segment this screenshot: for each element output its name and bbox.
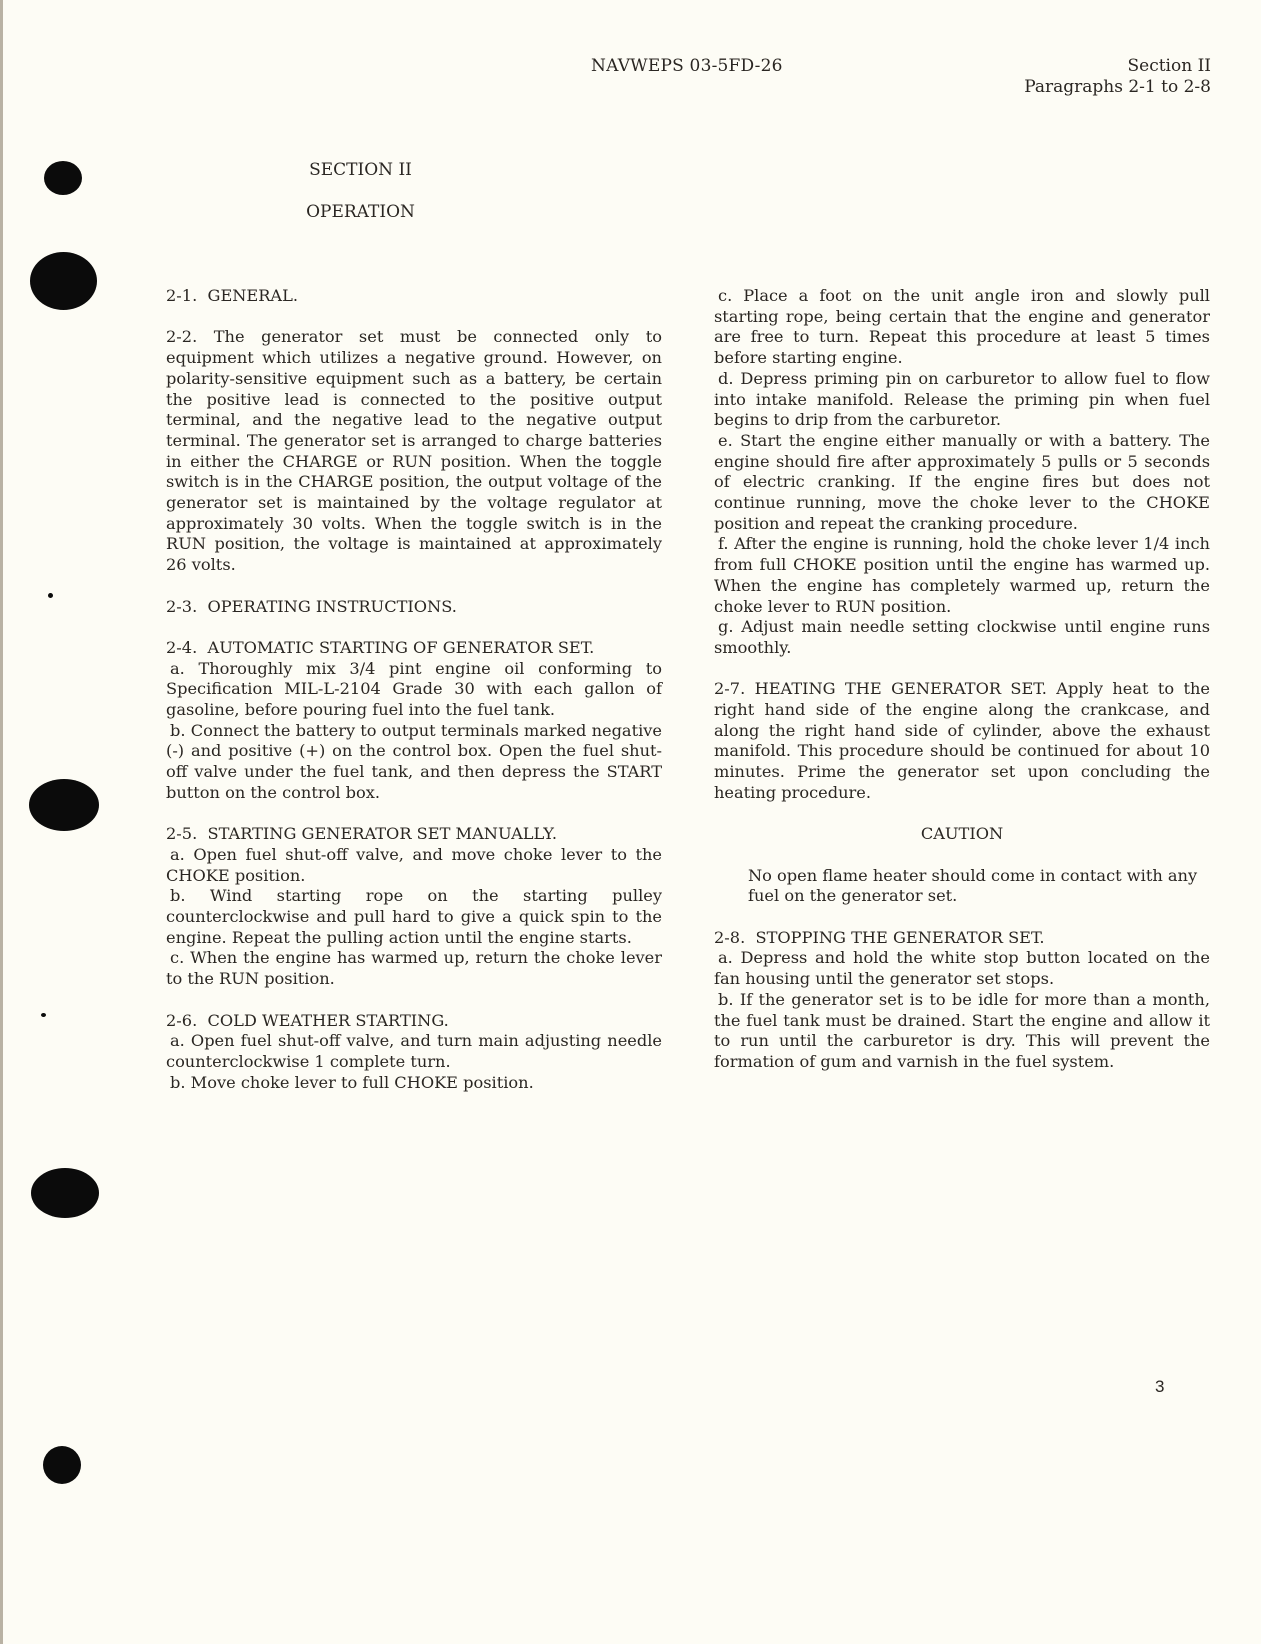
step-2-8-b: b. If the generator set is to be idle for more than a month, the fuel tank must be drained. Start the engine and allow it to run until the carburetor is dry. This will prevent the formation of gum and varnish in the fuel system. [714,989,1210,1071]
step-2-5-c: c. When the engine has warmed up, return the choke lever to the RUN position. [166,948,662,989]
paragraph-2-4-heading: 2-4. AUTOMATIC STARTING OF GENERATOR SET. [166,637,595,657]
step-2-6-d: d. Depress priming pin on carburetor to allow fuel to flow into intake manifold. Release the priming pin when fuel begins to drip from the carburetor. [714,368,1210,430]
step-2-4-a: a. Thoroughly mix 3/4 pint engine oil conforming to Specification MIL-L-2104 Grade 30 with each gallon of gasoline, before pouring fuel into the fuel tank. [166,658,662,720]
section-subject: OPERATION [306,202,415,222]
step-2-6-f: f. After the engine is running, hold the choke lever 1/4 inch from full CHOKE position until the engine has warmed up. When the engine has completely warmed up, return the choke lever to RUN position. [714,534,1210,616]
right-column [714,286,1210,1073]
page-number: 3 [1155,1377,1165,1396]
paragraph-2-7: 2-7. HEATING THE GENERATOR SET. Apply heat to the right hand side of the engine along the crankcase, and along the right hand side of cylinder, above the exhaust manifold. This procedure should be continued for about 10 minutes. Prime the generator set upon concluding the heating procedure. [714,679,1210,802]
binder-hole [43,1446,81,1484]
paragraph-range: Paragraphs 2-1 to 2-8 [1024,77,1211,97]
step-2-8-a: a. Depress and hold the white stop button located on the fan housing until the generator set stops. [714,948,1210,989]
left-column [166,286,662,1093]
paragraph-2-6-heading: 2-6. COLD WEATHER STARTING. [166,1010,449,1030]
step-2-6-a: a. Open fuel shut-off valve, and turn main adjusting needle counterclockwise 1 complete turn. [166,1031,662,1071]
section-reference [1024,56,1211,98]
step-2-5-b: b. Wind starting rope on the starting pulley counterclockwise and pull hard to give a quick spin to the engine. Repeat the pulling action until the engine starts. [166,886,662,947]
paragraph-2-3-heading: 2-3. OPERATING INSTRUCTIONS. [166,596,457,616]
caution-heading: CAUTION [920,824,1004,844]
section-label: Section II [1127,56,1211,76]
paragraph-2-2: 2-2. The generator set must be connected only to equipment which utilizes a negative ground. However, on polarity-sensitive equipment such as a battery, be certain the positive lead is connected to the positive output terminal, and the negative lead to the negative output terminal. The generator set is arranged to charge batteries in either the CHARGE or RUN position. When the toggle switch is in the CHARGE position, the output voltage of the generator set is maintained by the voltage regulator at approximately 30 volts. When the toggle switch is in the RUN position, the voltage is maintained at approximately 26 volts. [166,327,662,575]
step-2-6-g: g. Adjust main needle setting clockwise until engine runs smoothly. [714,617,1210,657]
section-title: SECTION II [309,160,412,180]
binder-hole [31,1168,99,1218]
step-2-5-a: a. Open fuel shut-off valve, and move choke lever to the CHOKE position. [166,844,662,885]
page-edge [0,0,3,1644]
step-2-6-b: b. Move choke lever to full CHOKE position. [170,1072,534,1092]
binder-hole-small [48,593,53,598]
document-id: NAVWEPS 03-5FD-26 [591,56,783,76]
paragraph-2-1-heading: 2-1. GENERAL. [166,286,299,305]
paragraph-2-5-heading: 2-5. STARTING GENERATOR SET MANUALLY. [166,824,557,844]
caution-text: No open flame heater should come in contact with any fuel on the generator set. [748,865,1198,906]
binder-hole [30,252,97,310]
step-2-6-c: c. Place a foot on the unit angle iron and slowly pull starting rope, being certain that the engine and generator are free to turn. Repeat this procedure at least 5 times before starting engine. [714,286,1210,368]
paragraph-2-8-heading: 2-8. STOPPING THE GENERATOR SET. [714,927,1045,947]
binder-hole-small [41,1013,46,1017]
step-2-6-e: e. Start the engine either manually or with a battery. The engine should fire after approximately 5 pulls or 5 seconds of electric cranking. If the engine fires but does not continue running, move the choke lever to the CHOKE position and repeat the cranking procedure. [714,430,1210,533]
binder-hole [29,779,99,831]
step-2-4-b: b. Connect the battery to output terminals marked negative (-) and positive (+) on the control box. Open the fuel shut-off valve under the fuel tank, and then depress the START button on the control box. [166,720,662,802]
